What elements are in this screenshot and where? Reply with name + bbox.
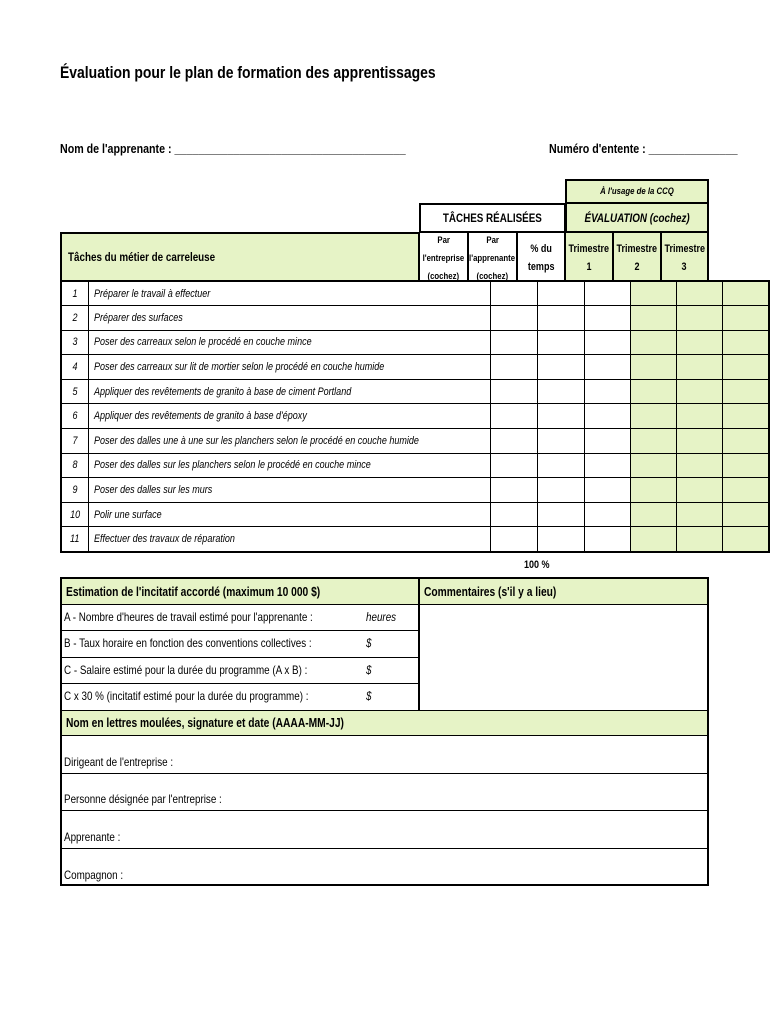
quarter-1-header: Trimestre 1: [565, 232, 613, 281]
incentive-row[interactable]: [60, 605, 419, 631]
time-percent-field[interactable]: [585, 429, 631, 454]
quarter-2-checkbox[interactable]: [677, 502, 723, 527]
quarter-3-checkbox[interactable]: [723, 355, 769, 380]
incentive-row[interactable]: [60, 684, 419, 710]
signature-label: Dirigeant de l'entreprise :: [64, 754, 174, 769]
total-percent: 100 %: [524, 559, 550, 571]
incentive-unit: heures: [366, 610, 397, 624]
task-number: 4: [61, 355, 88, 380]
quarter-3-checkbox[interactable]: [723, 281, 769, 306]
signature-row[interactable]: [60, 849, 709, 887]
incentive-label: C - Salaire estimé pour la durée du programme (A x B) :: [64, 662, 308, 677]
apprentice-checkbox[interactable]: [538, 379, 585, 404]
quarter-1-checkbox[interactable]: [631, 379, 677, 404]
task-description: Poser des carreaux selon le procédé en couche mince: [88, 330, 490, 355]
comments-header: Commentaires (s'il y a lieu): [419, 577, 709, 605]
quarter-1-checkbox[interactable]: [631, 281, 677, 306]
task-number: 5: [61, 379, 88, 404]
company-checkbox[interactable]: [491, 478, 538, 503]
apprentice-checkbox[interactable]: [538, 453, 585, 478]
completed-tasks-header: TÂCHES RÉALISÉES: [419, 203, 565, 232]
task-description: Effectuer des travaux de réparation: [88, 527, 490, 552]
signature-row[interactable]: [60, 811, 709, 849]
company-checkbox[interactable]: [491, 404, 538, 429]
apprentice-name-field[interactable]: Nom de l'apprenante : _______________________________________: [60, 141, 406, 156]
time-percent-field[interactable]: [585, 355, 631, 380]
quarter-2-checkbox[interactable]: [677, 306, 723, 331]
signature-label: Apprenante :: [64, 829, 121, 844]
incentive-row[interactable]: [60, 631, 419, 657]
task-number: 11: [61, 527, 88, 552]
ccq-use-label: À l'usage de la CCQ: [565, 179, 709, 203]
apprentice-checkbox[interactable]: [538, 330, 585, 355]
signature-label: Personne désignée par l'entreprise :: [64, 792, 222, 806]
task-row: [61, 379, 769, 404]
time-percent-field[interactable]: [585, 502, 631, 527]
quarter-3-checkbox[interactable]: [723, 478, 769, 503]
task-number: 8: [61, 453, 88, 478]
quarter-1-checkbox[interactable]: [631, 478, 677, 503]
quarter-2-checkbox[interactable]: [677, 429, 723, 454]
company-checkbox[interactable]: [491, 502, 538, 527]
incentive-label: A - Nombre d'heures de travail estimé pour l'apprenante :: [64, 610, 313, 624]
task-number: 6: [61, 404, 88, 429]
task-row: [61, 453, 769, 478]
task-number: 9: [61, 478, 88, 503]
task-description: Appliquer des revêtements de granito à base d'époxy: [88, 404, 490, 429]
signature-row[interactable]: [60, 774, 709, 812]
col-company-header: Par l'entreprise (cochez): [419, 232, 468, 281]
task-row: [61, 281, 769, 306]
time-percent-field[interactable]: [585, 379, 631, 404]
task-number: 2: [61, 306, 88, 331]
task-row: [61, 404, 769, 429]
quarter-3-header: Trimestre 3: [661, 232, 709, 281]
incentive-unit: $: [366, 662, 372, 677]
evaluation-header: ÉVALUATION (cochez): [565, 203, 709, 232]
signature-rows: [60, 736, 709, 886]
task-row: [61, 527, 769, 552]
quarter-1-checkbox[interactable]: [631, 404, 677, 429]
signature-label: Compagnon :: [64, 868, 124, 882]
time-percent-field[interactable]: [585, 404, 631, 429]
task-row: [61, 306, 769, 331]
task-row: [61, 330, 769, 355]
quarter-3-checkbox[interactable]: [723, 330, 769, 355]
company-checkbox[interactable]: [491, 330, 538, 355]
task-row: [61, 478, 769, 503]
time-percent-field[interactable]: [585, 281, 631, 306]
task-row: [61, 355, 769, 380]
time-percent-field[interactable]: [585, 330, 631, 355]
quarter-3-checkbox[interactable]: [723, 379, 769, 404]
task-description: Préparer le travail à effectuer: [88, 281, 490, 306]
company-checkbox[interactable]: [491, 355, 538, 380]
task-description: Appliquer des revêtements de granito à base de ciment Portland: [88, 379, 490, 404]
quarter-1-checkbox[interactable]: [631, 330, 677, 355]
task-description: Poser des dalles sur les murs: [88, 478, 490, 503]
apprentice-checkbox[interactable]: [538, 355, 585, 380]
comments-field[interactable]: [419, 605, 709, 710]
quarter-2-checkbox[interactable]: [677, 404, 723, 429]
quarter-3-checkbox[interactable]: [723, 502, 769, 527]
task-number: 1: [61, 281, 88, 306]
task-row: [61, 429, 769, 454]
company-checkbox[interactable]: [491, 306, 538, 331]
incentive-rows: [60, 605, 419, 710]
task-description: Polir une surface: [88, 502, 490, 527]
signature-header: Nom en lettres moulées, signature et date (AAAA-MM-JJ): [60, 710, 709, 736]
time-percent-field[interactable]: [585, 478, 631, 503]
quarter-2-checkbox[interactable]: [677, 379, 723, 404]
time-percent-field[interactable]: [585, 453, 631, 478]
apprentice-checkbox[interactable]: [538, 527, 585, 552]
agreement-number-field[interactable]: Numéro d'entente : _______________: [549, 141, 738, 156]
task-description: Poser des dalles une à une sur les planchers selon le procédé en couche humide: [88, 429, 490, 454]
task-row: [61, 502, 769, 527]
tasks-table: [60, 280, 770, 553]
time-percent-field[interactable]: [585, 527, 631, 552]
incentive-row[interactable]: [60, 658, 419, 684]
quarter-1-checkbox[interactable]: [631, 306, 677, 331]
apprentice-checkbox[interactable]: [538, 281, 585, 306]
task-number: 7: [61, 429, 88, 454]
quarter-3-checkbox[interactable]: [723, 404, 769, 429]
quarter-2-checkbox[interactable]: [677, 453, 723, 478]
time-percent-field[interactable]: [585, 306, 631, 331]
company-checkbox[interactable]: [491, 453, 538, 478]
task-description: Poser des carreaux sur lit de mortier selon le procédé en couche humide: [88, 355, 490, 380]
company-checkbox[interactable]: [491, 527, 538, 552]
company-checkbox[interactable]: [491, 429, 538, 454]
quarter-3-checkbox[interactable]: [723, 453, 769, 478]
quarter-2-checkbox[interactable]: [677, 330, 723, 355]
task-number: 3: [61, 330, 88, 355]
incentive-unit: $: [366, 636, 372, 651]
signature-row[interactable]: [60, 736, 709, 774]
incentive-header: Estimation de l'incitatif accordé (maximum 10 000 $): [60, 577, 419, 605]
page-title: Évaluation pour le plan de formation des apprentissages: [60, 63, 436, 82]
quarter-3-checkbox[interactable]: [723, 306, 769, 331]
task-description: Poser des dalles sur les planchers selon le procédé en couche mince: [88, 453, 490, 478]
tasks-column-header: Tâches du métier de carreleuse: [60, 232, 419, 281]
incentive-label: B - Taux horaire en fonction des conventions collectives :: [64, 636, 312, 651]
col-time-header: % du temps: [517, 232, 565, 281]
apprentice-checkbox[interactable]: [538, 478, 585, 503]
apprentice-checkbox[interactable]: [538, 429, 585, 454]
quarter-3-checkbox[interactable]: [723, 429, 769, 454]
quarter-2-header: Trimestre 2: [613, 232, 661, 281]
quarter-3-checkbox[interactable]: [723, 527, 769, 552]
quarter-1-checkbox[interactable]: [631, 527, 677, 552]
quarter-2-checkbox[interactable]: [677, 355, 723, 380]
task-number: 10: [61, 502, 88, 527]
apprentice-checkbox[interactable]: [538, 306, 585, 331]
quarter-1-checkbox[interactable]: [631, 355, 677, 380]
quarter-1-checkbox[interactable]: [631, 429, 677, 454]
quarter-2-checkbox[interactable]: [677, 478, 723, 503]
quarter-2-checkbox[interactable]: [677, 527, 723, 552]
apprentice-checkbox[interactable]: [538, 404, 585, 429]
quarter-2-checkbox[interactable]: [677, 281, 723, 306]
company-checkbox[interactable]: [491, 379, 538, 404]
company-checkbox[interactable]: [491, 281, 538, 306]
incentive-label: C x 30 % (incitatif estimé pour la durée du programme) :: [64, 688, 309, 703]
quarter-1-checkbox[interactable]: [631, 502, 677, 527]
incentive-unit: $: [366, 688, 372, 703]
apprentice-checkbox[interactable]: [538, 502, 585, 527]
task-description: Préparer des surfaces: [88, 306, 490, 331]
col-apprentice-header: Par l'apprenante (cochez): [468, 232, 517, 281]
quarter-1-checkbox[interactable]: [631, 453, 677, 478]
